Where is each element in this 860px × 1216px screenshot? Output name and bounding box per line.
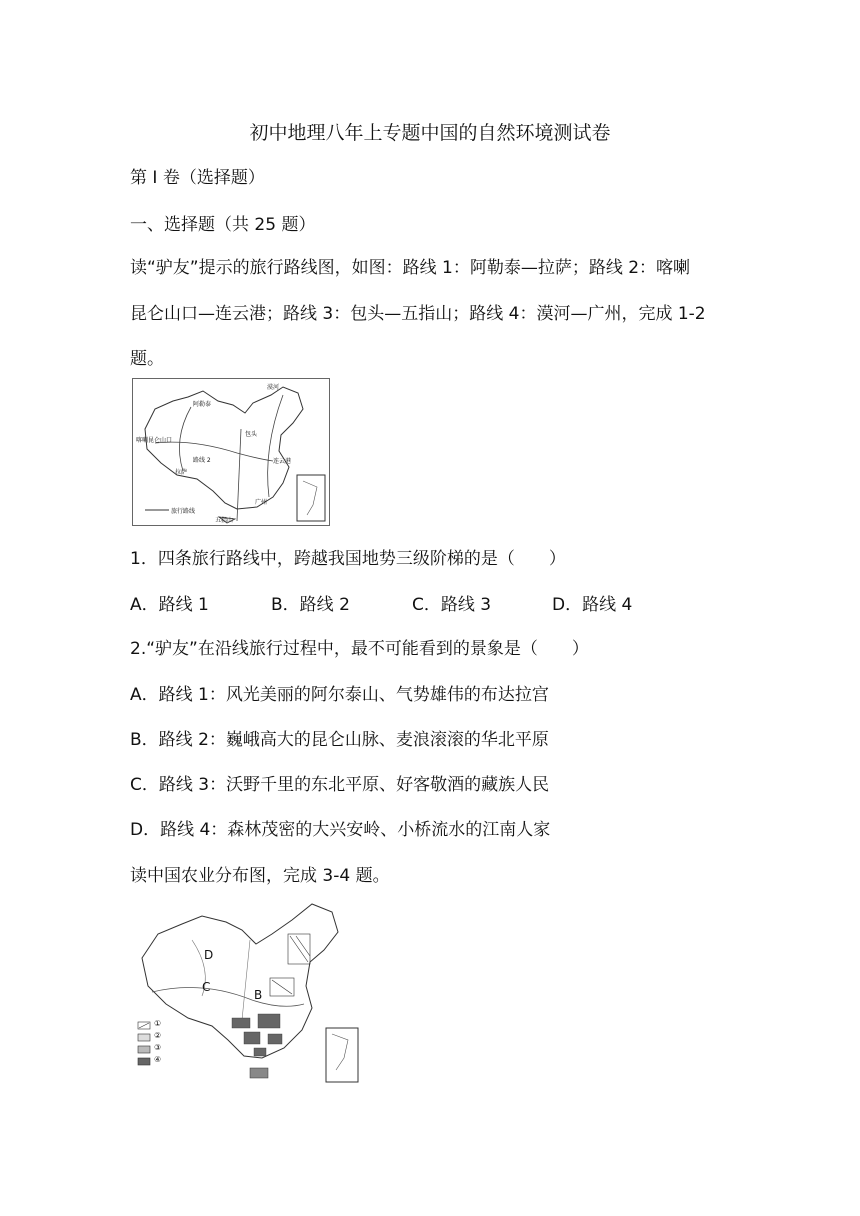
q1-option-d: D．路线 4 [552,595,633,615]
intro-line-1: 读“驴友”提示的旅行路线图，如图：路线 1：阿勒泰—拉萨；路线 2：喀喇 [130,258,691,278]
page-title: 初中地理八年上专题中国的自然环境测试卷 [249,122,611,144]
travel-route-map [132,378,330,526]
legend-route: 旅行路线 [171,508,196,515]
part-heading: 一、选择题（共 25 题） [130,215,316,235]
label-lianyungang: 连云港 [273,458,292,465]
region-label-d: D [204,948,214,962]
label-aletai: 阿勒泰 [193,401,212,408]
q2-option-d: D．路线 4：森林茂密的大兴安岭、小桥流水的江南人家 [130,820,551,840]
q1-option-a: A．路线 1 [130,595,209,615]
china-outline-map [133,379,329,525]
label-guangzhou: 广州 [255,499,268,506]
question-1-stem: 1．四条旅行路线中，跨越我国地势三级阶梯的是（ ） [130,549,566,569]
section-heading: 第 I 卷（选择题） [130,168,265,188]
q2-option-c: C．路线 3：沃野千里的东北平原、好客敬酒的藏族人民 [130,775,550,795]
label-lasa: 拉萨 [175,469,188,476]
q1-option-c: C．路线 3 [412,595,492,615]
china-agriculture-outline [132,900,362,1084]
q2-option-b: B．路线 2：巍峨高大的昆仑山脉、麦浪滚滚的华北平原 [130,730,549,750]
agriculture-map [132,900,362,1084]
label-kunlun: 喀喇昆仑山口 [136,437,173,444]
question-2-stem: 2.“驴友”在沿线旅行过程中，最不可能看到的景象是（ ） [130,639,589,659]
legend-2: ② [154,1031,162,1040]
intro-line-2: 昆仑山口—连云港；路线 3：包头—五指山；路线 4：漠河—广州，完成 1-2 [130,304,706,324]
region-label-c: C [202,980,211,994]
legend-3: ③ [154,1043,162,1052]
region-label-b: B [254,988,263,1002]
label-baotou: 包头 [245,431,258,438]
q1-option-b: B．路线 2 [271,595,350,615]
label-route2: 路线 2 [193,457,211,464]
legend-1: ① [154,1019,162,1028]
label-mohe: 漠河 [267,384,280,391]
intro-2: 读中国农业分布图，完成 3-4 题。 [130,866,390,886]
legend-4: ④ [154,1055,162,1064]
intro-line-3: 题。 [130,349,164,369]
label-wuzhishan: 五指山 [215,517,234,524]
q2-option-a: A．路线 1：风光美丽的阿尔泰山、气势雄伟的布达拉宫 [130,685,549,705]
